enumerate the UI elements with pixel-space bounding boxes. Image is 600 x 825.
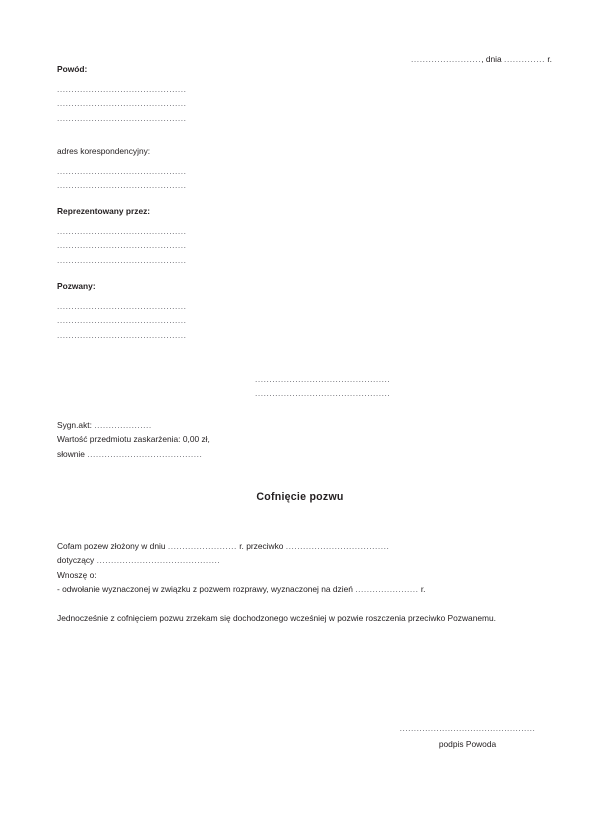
defendant-line-2: ............................................. [57, 315, 187, 326]
case-in-words-label: słownie [57, 448, 88, 459]
court-block [255, 372, 555, 401]
wp-w6: r. [239, 541, 244, 551]
wp-w1: Cofam [57, 541, 82, 551]
defendant-line-1: ............................................. [57, 301, 187, 312]
wp-w4: w [141, 541, 148, 551]
wp-w5: dniu [149, 541, 166, 551]
withdrawal-paragraph [57, 539, 547, 553]
represented-by-line-1: ............................................. [57, 226, 187, 237]
represented-by-heading: Reprezentowany przez: [57, 206, 151, 216]
request-item-prefix: - odwołanie wyznaczonej w związku z pozwem rozprawy, wyznaczonej na dzień [57, 584, 356, 595]
paragraph-spacer [57, 597, 547, 611]
defendant-block [57, 279, 186, 342]
plaintiff-heading: Powód: [57, 64, 88, 74]
case-signature-label: Sygn.akt: [57, 420, 95, 430]
wp-w3: złożony [110, 541, 139, 551]
case-value-row [57, 432, 387, 446]
date-suffix: r. [545, 54, 552, 64]
wp-w2: pozew [84, 541, 109, 551]
correspondence-address-line-2: ............................................. [57, 180, 187, 191]
wp-party-dots: .................................... [285, 541, 390, 551]
document-body [57, 539, 547, 625]
wp-subject-dots: ........................................... [96, 555, 221, 566]
request-item-suffix: r. [418, 584, 426, 595]
case-value-amount: 0,00 zł, [182, 434, 210, 445]
case-in-words-row [57, 447, 387, 461]
wp-w7: przeciwko [246, 541, 284, 551]
wp-subject-label: dotyczący [57, 555, 97, 566]
date-value-dots: .............. [504, 54, 546, 64]
signature-caption: podpis Powoda [438, 739, 497, 749]
plaintiff-line-1: ............................................. [57, 84, 187, 95]
court-line-2: ............................................... [255, 388, 391, 399]
signature-line: ................................................ [399, 723, 536, 733]
signature-block [385, 722, 550, 752]
court-line-1: ............................................... [255, 374, 391, 384]
request-label: Wnoszę o: [57, 569, 97, 580]
date-place-dots: ........................ [410, 54, 482, 64]
waiver-paragraph: Jednocześnie z cofnięciem pozwu zrzekam się dochodzonego wcześniej w pozwie roszczenia przeciwko Pozwanemu. [57, 613, 496, 624]
plaintiff-line-3: ............................................. [57, 112, 187, 123]
withdrawal-subject-line [57, 553, 547, 567]
page-title: Cofnięcie pozwu [256, 491, 344, 503]
correspondence-address-heading: adres korespondencyjny: [57, 146, 151, 156]
defendant-heading: Pozwany: [57, 281, 96, 291]
case-in-words-dots: ........................................ [87, 448, 203, 459]
correspondence-address-line-1: ............................................. [57, 166, 187, 177]
case-signature-dots: .................... [94, 420, 152, 430]
request-item [57, 582, 547, 596]
case-value-label: Wartość przedmiotu zaskarżenia: [57, 434, 183, 445]
plaintiff-block [57, 62, 186, 125]
wp-date-dots: ........................ [167, 541, 237, 551]
represented-by-line-2: ............................................. [57, 240, 187, 251]
defendant-line-3: ............................................. [57, 329, 187, 340]
correspondence-address-block [57, 144, 186, 193]
plaintiff-line-2: ............................................. [57, 98, 187, 109]
request-item-dots: ...................... [355, 584, 419, 595]
case-info-block [57, 418, 387, 461]
date-line [330, 52, 552, 66]
represented-by-line-3: ............................................. [57, 254, 187, 265]
represented-by-block [57, 204, 186, 267]
date-label: , dnia [481, 54, 505, 64]
case-signature-row [57, 418, 387, 432]
